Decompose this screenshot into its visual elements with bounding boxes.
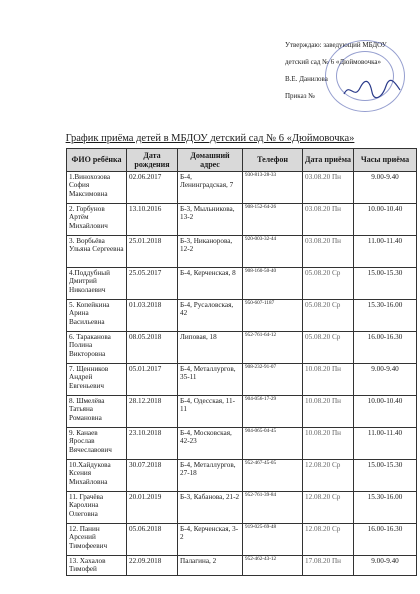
cell-name: 8. Шмелёва Татьяна Романовна	[67, 396, 127, 428]
header-name: ФИО ребёнка	[67, 149, 127, 172]
cell-phone: 904-065-04-45	[243, 428, 303, 460]
cell-date: 12.08.20 Ср	[303, 492, 354, 524]
header-date: Дата приёма	[303, 149, 354, 172]
cell-birth: 23.10.2018	[127, 428, 178, 460]
cell-time: 15.00-15.30	[354, 268, 417, 300]
cell-phone: 952-761-39-84	[243, 492, 303, 524]
cell-phone: 904-056-17-29	[243, 396, 303, 428]
table-row	[67, 524, 417, 556]
cell-phone: 919-025-69-48	[243, 524, 303, 556]
cell-time: 9.00-9.40	[354, 364, 417, 396]
cell-time: 11.00-11.40	[354, 428, 417, 460]
cell-name: 13. Хахалов Тимофей	[67, 556, 127, 576]
table-row	[67, 460, 417, 492]
cell-address: Б-4, Ленинградская, 7	[178, 172, 243, 204]
cell-address: Б-4, Московская, 42-23	[178, 428, 243, 460]
cell-phone: 908-232-91-07	[243, 364, 303, 396]
cell-time: 9.00-9.40	[354, 172, 417, 204]
cell-phone: 920-003-32-44	[243, 236, 303, 268]
cell-date: 05.08.20 Ср	[303, 268, 354, 300]
table-row	[67, 268, 417, 300]
cell-date: 05.08.20 Ср	[303, 300, 354, 332]
cell-time: 16.00-16.30	[354, 524, 417, 556]
cell-phone: 952-462-43-12	[243, 556, 303, 576]
cell-phone: 952-761-64-12	[243, 332, 303, 364]
cell-birth: 08.05.2018	[127, 332, 178, 364]
table-row	[67, 236, 417, 268]
table-row	[67, 332, 417, 364]
table-row	[67, 428, 417, 460]
cell-address: Б-3, Кабанова, 21-2	[178, 492, 243, 524]
cell-name: 10.Хайдукова Ксения Михайловна	[67, 460, 127, 492]
cell-date: 03.08.20 Пн	[303, 236, 354, 268]
cell-birth: 22.09.2018	[127, 556, 178, 576]
cell-address: Б-4, Металлургов, 35-11	[178, 364, 243, 396]
cell-address: Б-4, Русаловская, 42	[178, 300, 243, 332]
approval-line-4: Приказ №	[285, 93, 315, 100]
cell-name: 1.Винохозова София Максимовна	[67, 172, 127, 204]
cell-birth: 25.01.2018	[127, 236, 178, 268]
cell-date: 12.08.20 Ср	[303, 524, 354, 556]
cell-name: 9. Канаев Ярослав Вячеславович	[67, 428, 127, 460]
cell-time: 15.30-16.00	[354, 492, 417, 524]
cell-date: 05.08.20 Ср	[303, 332, 354, 364]
cell-date: 03.08.20 Пн	[303, 172, 354, 204]
header-phone: Телефон	[243, 149, 303, 172]
cell-birth: 30.07.2018	[127, 460, 178, 492]
cell-birth: 01.03.2018	[127, 300, 178, 332]
cell-birth: 05.06.2018	[127, 524, 178, 556]
cell-date: 10.08.20 Пн	[303, 428, 354, 460]
cell-name: 4.Поддубный Дмитрий Николаевич	[67, 268, 127, 300]
cell-name: 12. Панин Арсений Тимофеевич	[67, 524, 127, 556]
cell-name: 5. Копейкина Арина Васильевна	[67, 300, 127, 332]
cell-date: 10.08.20 Пн	[303, 396, 354, 428]
table-row	[67, 204, 417, 236]
cell-name: 3. Ворбьёва Ульяна Сергеевна	[67, 236, 127, 268]
cell-time: 15.30-16.00	[354, 300, 417, 332]
cell-time: 16.00-16.30	[354, 332, 417, 364]
approval-line-2: детский сад № 6 «Дюймовочка»	[285, 59, 382, 66]
cell-time: 10.00-10.40	[354, 204, 417, 236]
header-address: Домашний адрес	[178, 149, 243, 172]
header-birth: Дата рождения	[127, 149, 178, 172]
cell-birth: 25.05.2017	[127, 268, 178, 300]
cell-date: 17.08.20 Пн	[303, 556, 354, 576]
cell-time: 11.00-11.40	[354, 236, 417, 268]
cell-date: 10.08.20 Пн	[303, 364, 354, 396]
cell-phone: 908-152-64-26	[243, 204, 303, 236]
approval-line-3: В.Е. Данилова	[285, 76, 328, 83]
cell-address: Б-4, Керченская, 8	[178, 268, 243, 300]
cell-birth: 13.10.2016	[127, 204, 178, 236]
cell-address: Б-3, Никанорова, 12-2	[178, 236, 243, 268]
cell-time: 9.00-9.40	[354, 556, 417, 576]
cell-phone: 950-607-1187	[243, 300, 303, 332]
cell-birth: 02.06.2017	[127, 172, 178, 204]
table-row	[67, 492, 417, 524]
cell-address: Б-3, Мыльникова, 13-2	[178, 204, 243, 236]
cell-name: 7. Щенников Андрей Евгеньевич	[67, 364, 127, 396]
table-row	[67, 396, 417, 428]
cell-address: Палагина, 2	[178, 556, 243, 576]
page-title: График приёма детей в МБДОУ детский сад № 6 «Дюймовочка»	[65, 133, 355, 144]
cell-date: 03.08.20 Пн	[303, 204, 354, 236]
cell-time: 15.00-15.30	[354, 460, 417, 492]
table-row	[67, 300, 417, 332]
table-header-row	[67, 149, 417, 172]
table-row	[67, 172, 417, 204]
schedule-table	[66, 148, 417, 576]
cell-date: 12.08.20 Ср	[303, 460, 354, 492]
header-time: Часы приёма	[354, 149, 417, 172]
cell-phone: 930-813-28-33	[243, 172, 303, 204]
cell-birth: 05.01.2017	[127, 364, 178, 396]
cell-address: Б-4, Одесская, 11-11	[178, 396, 243, 428]
approval-line-1: Утверждаю: заведующий МБДОУ	[285, 42, 387, 49]
table-row	[67, 364, 417, 396]
cell-address: Б-4, Керченская, 3-2	[178, 524, 243, 556]
signature	[342, 78, 402, 102]
cell-address: Липовая, 18	[178, 332, 243, 364]
cell-name: 2. Горбунов Артём Михайлович	[67, 204, 127, 236]
table-row	[67, 556, 417, 576]
cell-birth: 20.01.2019	[127, 492, 178, 524]
cell-birth: 28.12.2018	[127, 396, 178, 428]
cell-name: 11. Грачёва Каролина Олеговна	[67, 492, 127, 524]
cell-address: Б-4, Металлургов, 27-18	[178, 460, 243, 492]
cell-phone: 952-467-45-05	[243, 460, 303, 492]
cell-name: 6. Тараканова Полина Викторовна	[67, 332, 127, 364]
cell-phone: 908-160-50-40	[243, 268, 303, 300]
cell-time: 10.00-10.40	[354, 396, 417, 428]
